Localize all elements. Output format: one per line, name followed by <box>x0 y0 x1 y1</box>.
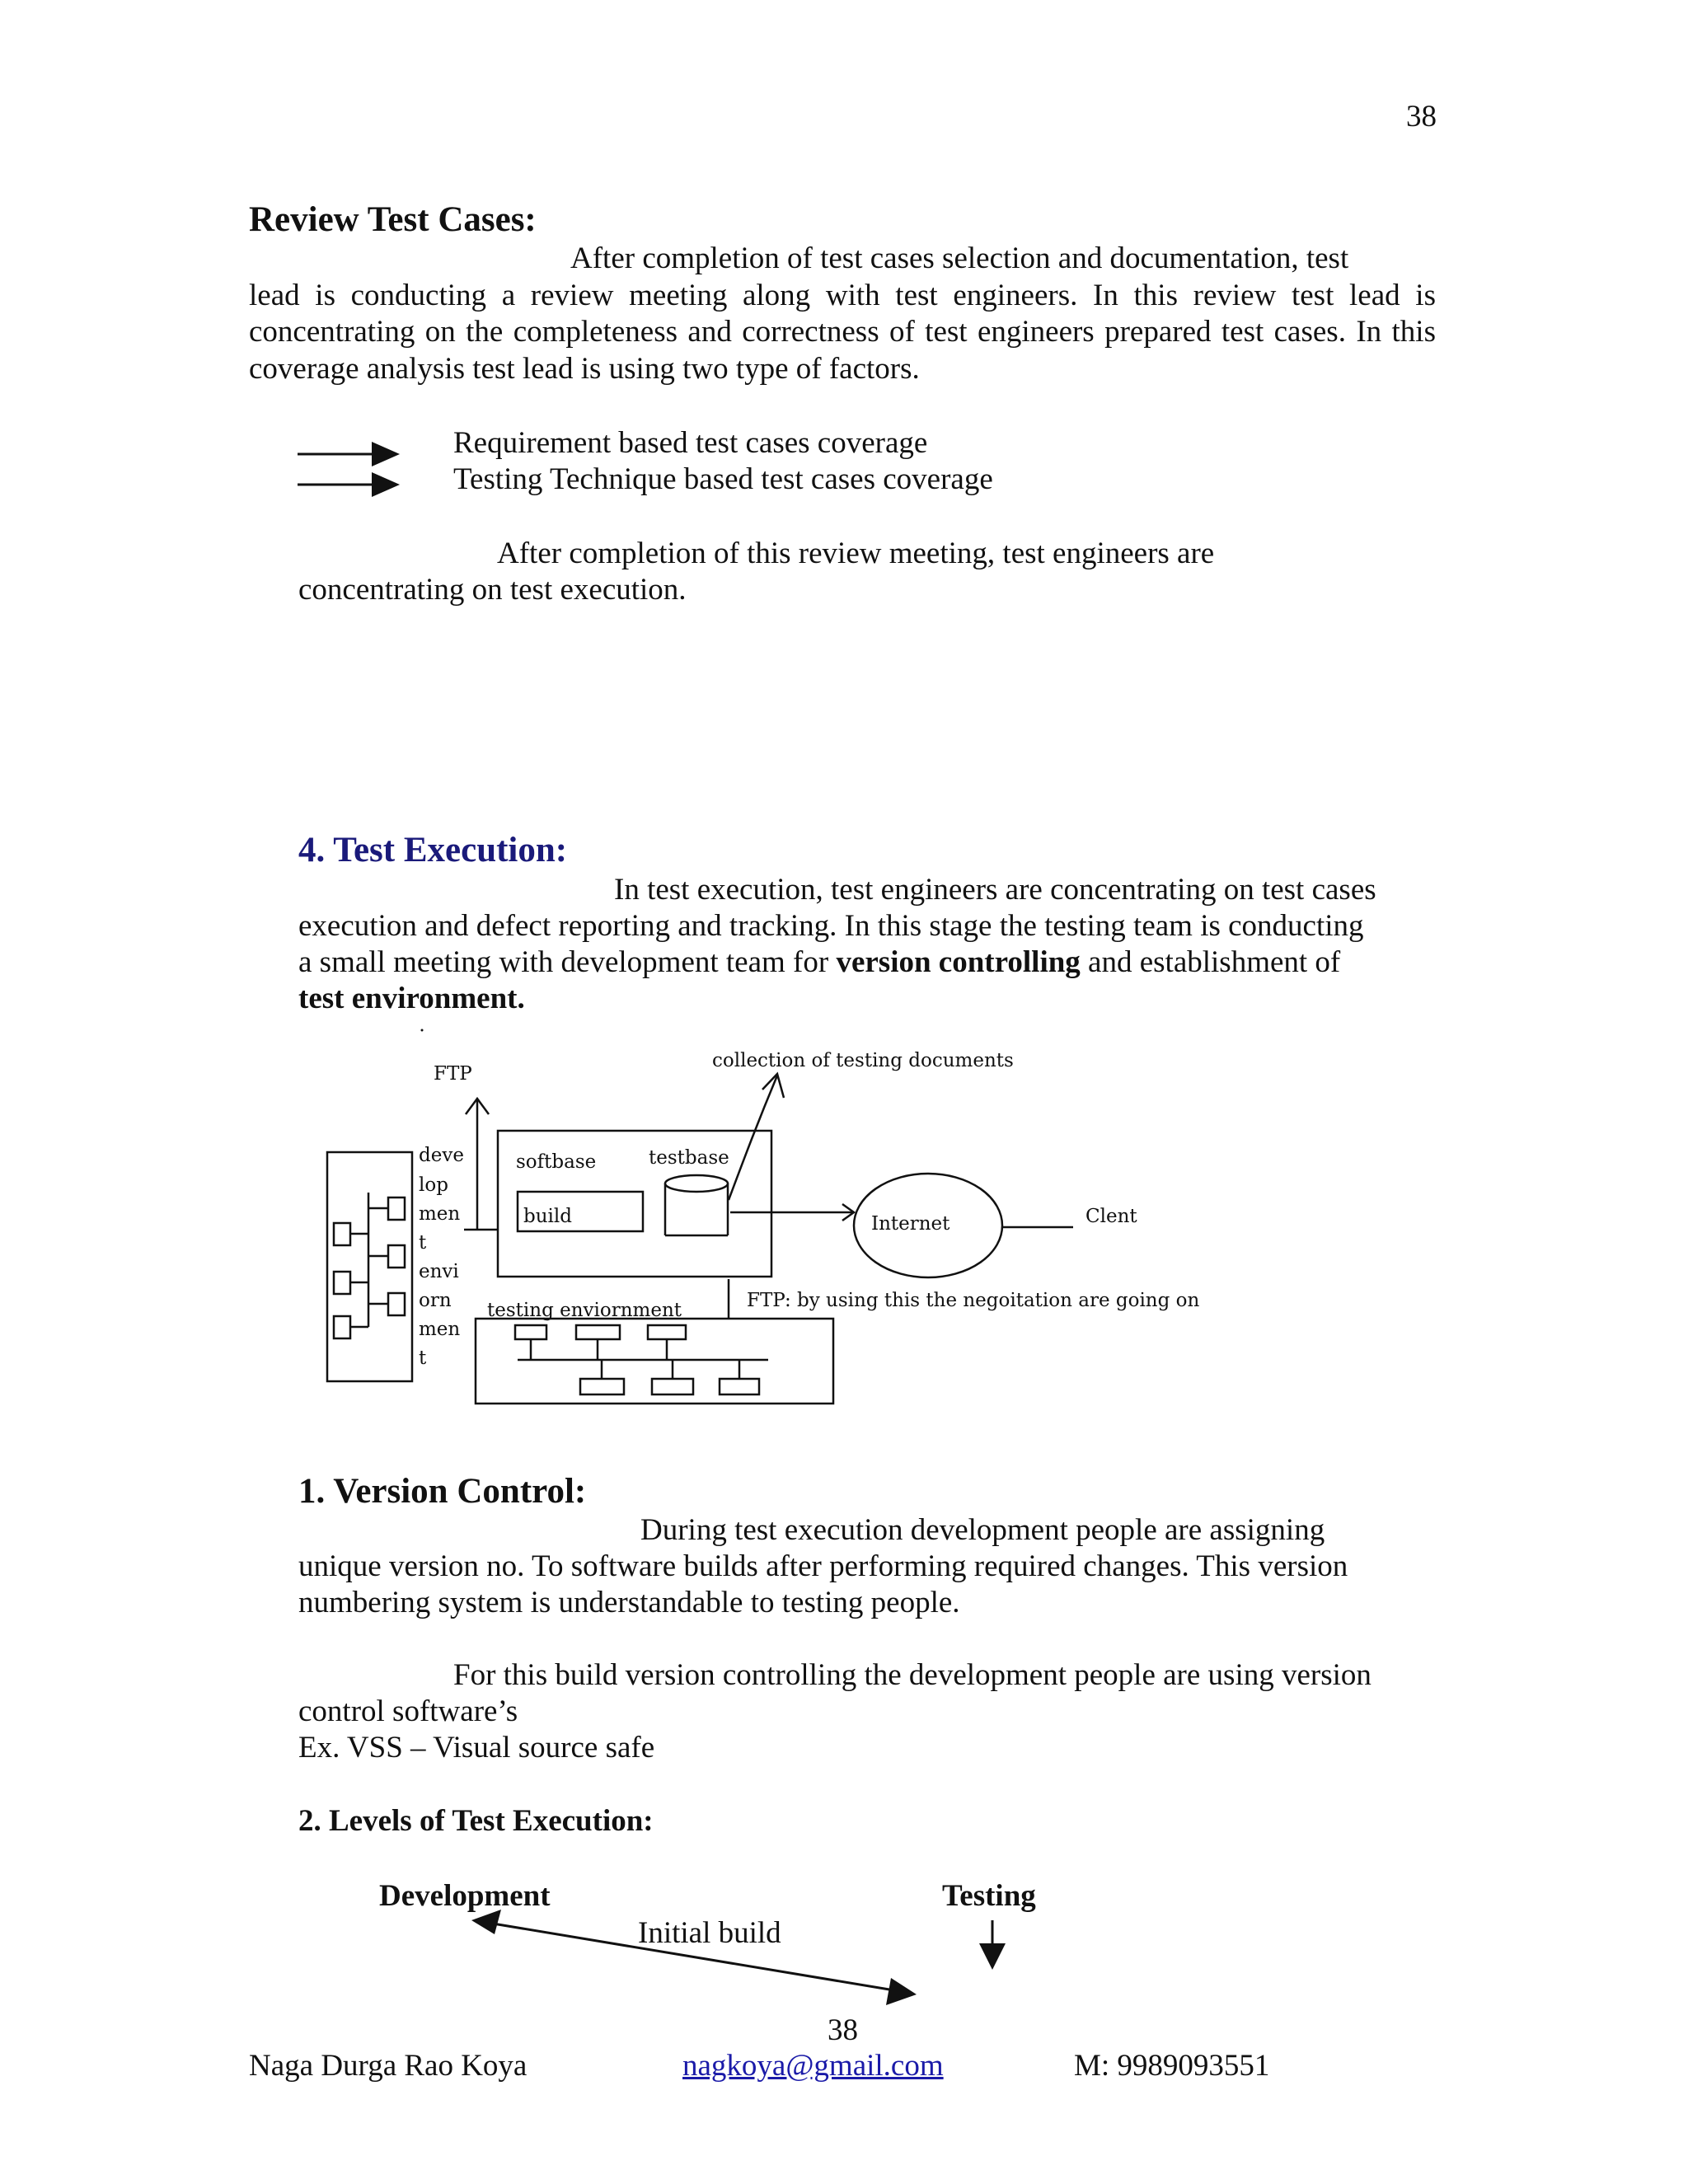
review-heading: Review Test Cases: <box>249 200 537 239</box>
test-environment-diagram <box>313 1018 1286 1422</box>
footer-email-link[interactable]: nagkoya@gmail.com <box>682 2049 944 2083</box>
internet-label: Internet <box>871 1213 950 1235</box>
version-example: Ex. VSS – Visual source safe <box>298 1731 655 1765</box>
dev-env-letter: t <box>419 1347 427 1369</box>
softbase-label: softbase <box>516 1151 597 1173</box>
node-icon <box>388 1197 405 1220</box>
version-para2-line2: control software’s <box>298 1694 518 1728</box>
development-label: Development <box>379 1879 551 1913</box>
factor-item: Requirement based test cases coverage <box>453 426 928 460</box>
footer-author: Naga Durga Rao Koya <box>249 2049 528 2083</box>
review-para-rest: lead is conducting a review meeting along with test engineers. In this review test lead is concentrating on the completeness and correctness of test engineers prepared test cases. In this coverage analysis test lead is using two type of factors. <box>249 278 1436 386</box>
node-icon <box>648 1325 686 1339</box>
node-icon <box>652 1379 693 1394</box>
execution-para-line3 <box>298 944 1340 981</box>
factor-item: Testing Technique based test cases coverage <box>453 462 993 496</box>
node-icon <box>334 1272 350 1294</box>
review-after-line1: After completion of this review meeting, test engineers are <box>497 537 1215 570</box>
arrow-right-icon <box>298 442 400 466</box>
arrow-down-icon <box>979 1920 1006 1970</box>
testing-label: Testing <box>942 1879 1036 1913</box>
node-icon <box>388 1245 405 1268</box>
version-para-line3: numbering system is understandable to testing people. <box>298 1586 960 1619</box>
review-after-line2: concentrating on test execution. <box>298 573 687 607</box>
node-icon <box>334 1223 350 1245</box>
header-page-number: 38 <box>1406 100 1437 134</box>
review-paragraph <box>249 241 1436 387</box>
execution-para-line1: In test execution, test engineers are concentrating on test cases <box>614 873 1376 907</box>
client-label: Clent <box>1085 1206 1137 1227</box>
dev-env-letter: envi <box>419 1261 459 1282</box>
testbase-label: testbase <box>649 1147 729 1169</box>
dev-env-letter: lop <box>419 1174 448 1196</box>
dev-env-letter: men <box>419 1319 461 1340</box>
build-label: build <box>523 1206 572 1227</box>
testing-env-label: testing enviornment <box>487 1300 682 1321</box>
dev-env-letter: orn <box>419 1290 452 1311</box>
ftp-note-label: FTP: by using this the negoitation are going on <box>747 1290 1200 1311</box>
dev-env-letter: men <box>419 1203 461 1225</box>
node-icon <box>388 1293 405 1315</box>
testing-env-box <box>476 1319 833 1404</box>
execution-para-line4: test environment. <box>298 982 525 1015</box>
node-icon <box>334 1316 350 1338</box>
node-icon <box>576 1325 620 1339</box>
execution-text: a small meeting with development team for <box>298 945 837 979</box>
execution-para-line2: execution and defect reporting and tracking. In this stage the testing team is conducting <box>298 909 1364 943</box>
arrow-right-icon <box>298 472 400 497</box>
dev-env-letter: deve <box>419 1145 464 1166</box>
execution-heading: 4. Test Execution: <box>298 831 568 869</box>
footer-phone: M: 9989093551 <box>1074 2049 1270 2083</box>
review-para-line1: After completion of test cases selection and documentation, test <box>570 241 1349 275</box>
initial-build-label: Initial build <box>638 1916 781 1950</box>
version-para2-line1: For this build version controlling the development people are using version <box>453 1658 1372 1692</box>
node-icon <box>515 1325 546 1339</box>
node-icon <box>720 1379 759 1394</box>
factor-arrows <box>293 437 408 503</box>
version-para-line2: unique version no. To software builds after performing required changes. This version <box>298 1549 1348 1583</box>
ftp-label: FTP <box>434 1063 472 1085</box>
version-para-line1: During test execution development people are assigning <box>640 1513 1325 1547</box>
levels-heading: 2. Levels of Test Execution: <box>298 1804 654 1838</box>
levels-diagram <box>330 1863 1121 2011</box>
dev-env-letter: t <box>419 1232 427 1254</box>
execution-bold-text: version controlling <box>836 945 1081 979</box>
execution-text: and establishment of <box>1080 945 1341 979</box>
node-icon <box>580 1379 624 1394</box>
footer-page-number: 38 <box>828 2013 858 2047</box>
collection-label: collection of testing documents <box>712 1050 1014 1071</box>
version-control-heading: 1. Version Control: <box>298 1472 587 1511</box>
